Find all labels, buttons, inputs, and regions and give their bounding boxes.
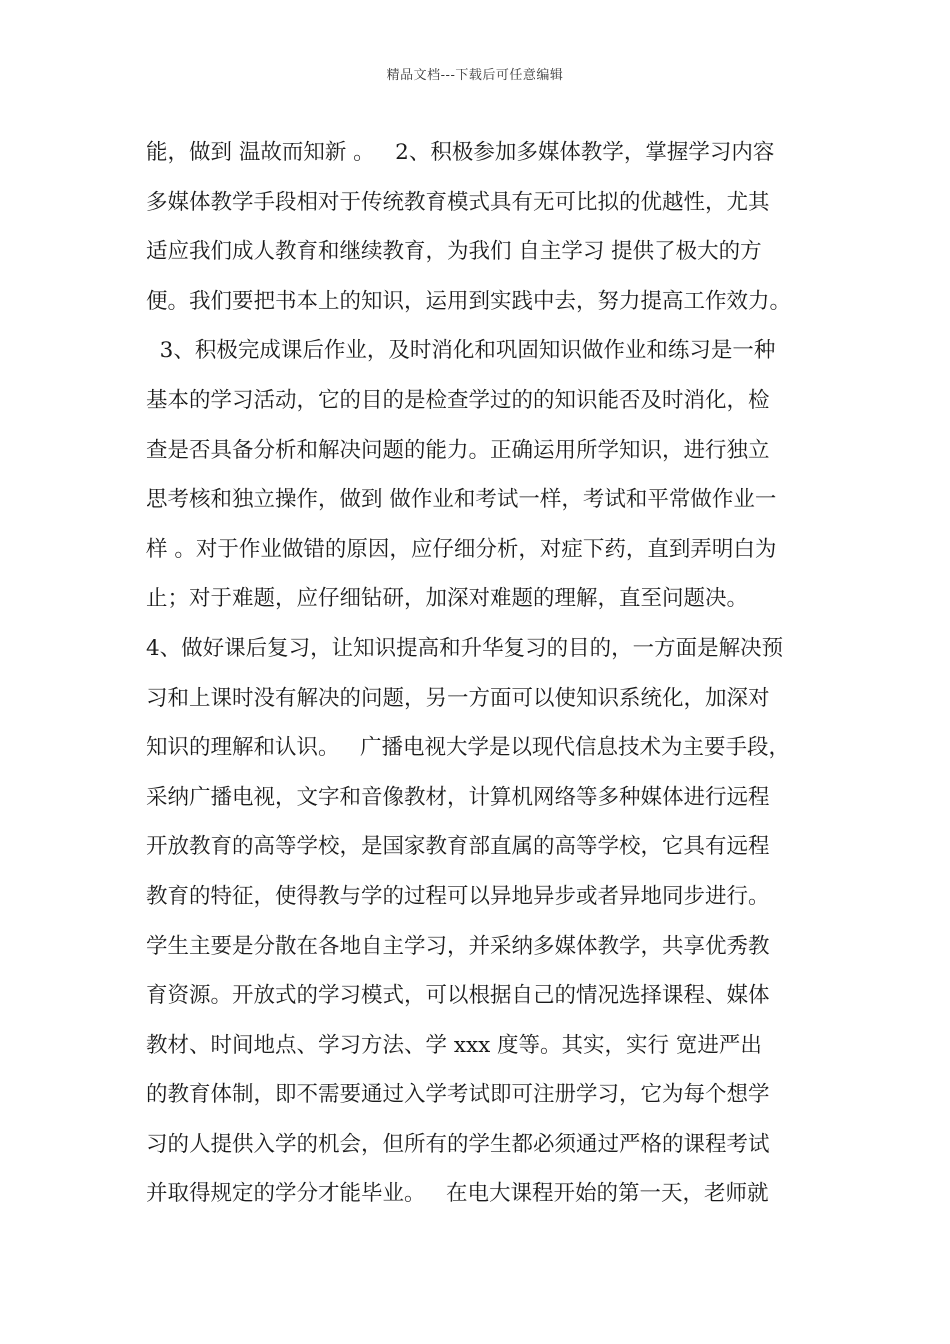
text-line: 学生主要是分散在各地自主学习，并采纳多媒体教学，共享优秀教: [146, 933, 770, 959]
text-line: 育资源。开放式的学习模式，可以根据自己的情况选择课程、媒体: [146, 983, 770, 1009]
body-text: [146, 128, 826, 1219]
text-line: 查是否具备分析和解决问题的能力。正确运用所学知识，进行独立: [146, 437, 770, 463]
text-line: 习和上课时没有解决的问题，另一方面可以使知识系统化，加深对: [146, 685, 770, 711]
text-line: 止；对于难题，应仔细钻研，加深对难题的理解，直至问题决。: [146, 586, 749, 612]
text-line: 教育的特征，使得教与学的过程可以异地异步或者异地同步进行。: [146, 883, 770, 909]
text-line: 习的人提供入学的机会，但所有的学生都必须通过严格的课程考试: [146, 1131, 770, 1157]
text-line: 便。我们要把书本上的知识，运用到实践中去，努力提高工作效力。: [146, 288, 792, 314]
text-line: 4、做好课后复习，让知识提高和升华复习的目的，一方面是解决预: [146, 635, 784, 661]
text-line: 教材、时间地点、学习方法、学 xxx 度等。其实，实行 宽进严出: [146, 1032, 762, 1058]
text-line: 3、积极完成课后作业，及时消化和巩固知识做作业和练习是一种: [146, 338, 776, 364]
text-line: 的教育体制，即不需要通过入学考试即可注册学习，它为每个想学: [146, 1082, 770, 1108]
text-line: 思考核和独立操作，做到 做作业和考试一样，考试和平常做作业一: [146, 487, 777, 513]
page-header: 精品文档---下载后可任意编辑: [386, 68, 564, 83]
text-line: 能，做到 温故而知新 。 2、积极参加多媒体教学，掌握学习内容: [146, 140, 775, 165]
text-line: 开放教育的高等学校，是国家教育部直属的高等学校，它具有远程: [146, 834, 770, 860]
text-line: 知识的理解和认识。 广播电视大学是以现代信息技术为主要手段，: [146, 735, 791, 761]
text-line: 适应我们成人教育和继续教育，为我们 自主学习 提供了极大的方: [146, 239, 762, 265]
text-line: 样 。对于作业做错的原因，应仔细分析，对症下药，直到弄明白为: [146, 536, 777, 562]
text-line: 采纳广播电视，文字和音像教材，计算机网络等多种媒体进行远程: [146, 784, 770, 810]
text-line: 并取得规定的学分才能毕业。 在电大课程开始的第一天，老师就: [146, 1181, 769, 1207]
text-line: 基本的学习活动，它的目的是检查学过的的知识能否及时消化，检: [146, 387, 770, 413]
text-line: 多媒体教学手段相对于传统教育模式具有无可比拟的优越性，尤其: [146, 189, 770, 215]
